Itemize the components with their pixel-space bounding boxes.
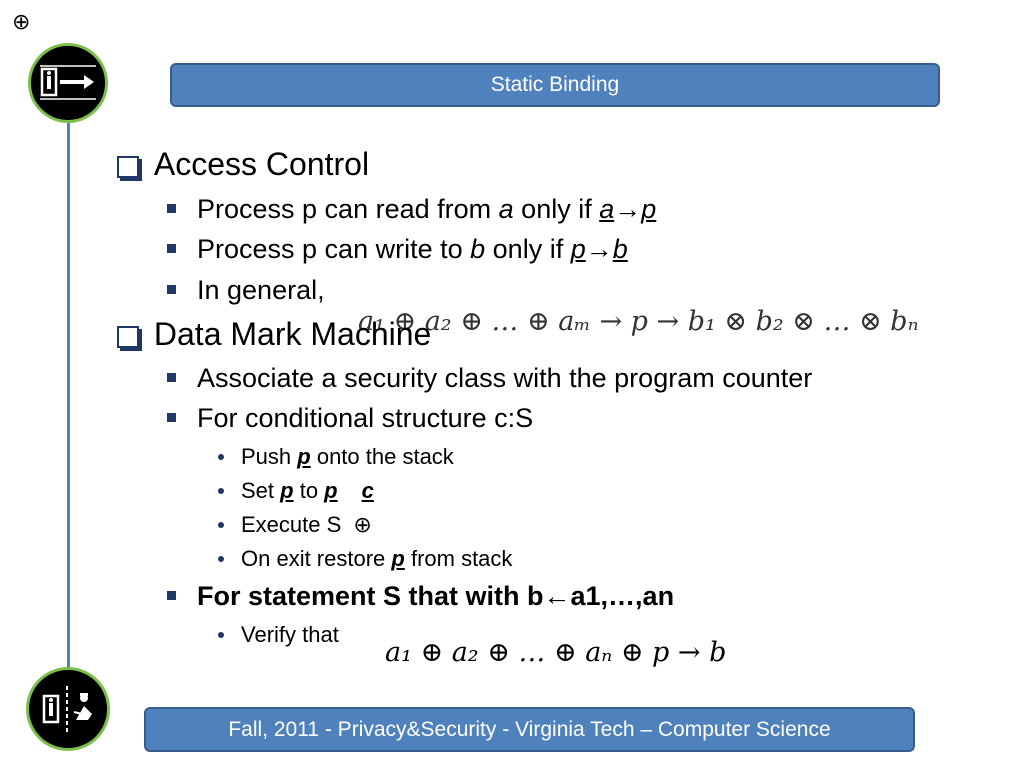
push-item <box>241 446 454 468</box>
in-general-item: In general, <box>197 275 325 305</box>
square-bullet-icon <box>167 244 176 253</box>
var-c: c <box>361 478 374 503</box>
set-item <box>241 480 374 502</box>
square-bullet-icon <box>167 285 176 294</box>
item-text: to <box>293 478 325 503</box>
slide-title: Static Binding <box>490 73 620 96</box>
item-text: only if <box>513 194 600 224</box>
flow-to: p <box>641 194 657 224</box>
arrow-icon: → <box>585 234 613 264</box>
footer-banner <box>144 707 915 752</box>
verify-item: Verify that <box>241 622 339 647</box>
execute-item <box>241 514 372 537</box>
data-mark-heading: Data Mark Machine <box>153 316 432 352</box>
checkbox-bullet-icon <box>117 326 139 348</box>
square-bullet-icon <box>167 413 176 422</box>
corner-oplus-symbol: ⊕ <box>12 10 31 35</box>
item-text: Process p can write to <box>197 234 471 264</box>
timeline-line <box>67 120 70 675</box>
square-bullet-icon <box>167 373 176 382</box>
var-p: p <box>280 478 294 503</box>
var-p: p <box>391 546 405 571</box>
flow-from: a <box>599 194 615 224</box>
var-p: p <box>297 444 311 469</box>
var-p: p <box>324 478 338 503</box>
general-formula: a₁ ⊕ a₂ ⊕ … ⊕ aₘ → p → b₁ ⊗ b₂ ⊗ … ⊗ bₙ <box>358 306 919 337</box>
item-text: Execute S <box>241 512 342 537</box>
checkbox-bullet-icon <box>117 156 139 178</box>
flow-from: p <box>570 234 586 264</box>
user-door-icon <box>26 667 110 751</box>
var-a: a <box>498 194 514 224</box>
flow-to: b <box>612 234 628 264</box>
square-bullet-icon <box>167 204 176 213</box>
square-bullet-icon <box>167 591 176 600</box>
dot-bullet-icon <box>218 522 224 528</box>
data-mark-heading-row <box>117 318 431 350</box>
var-b: b <box>470 234 486 264</box>
exit-door-icon <box>28 43 108 123</box>
item-text: Set <box>241 478 281 503</box>
footer-text: Fall, 2011 - Privacy&Security - Virginia Tech – Computer Science <box>228 717 831 741</box>
title-banner <box>170 63 940 107</box>
item-text: onto the stack <box>310 444 454 469</box>
item-text: Push <box>241 444 298 469</box>
oplus-symbol: ⊕ <box>353 513 372 538</box>
access-control-heading-row <box>117 148 369 180</box>
dot-bullet-icon <box>218 632 224 638</box>
dot-bullet-icon <box>218 488 224 494</box>
access-read-item <box>197 196 656 223</box>
access-control-heading: Access Control <box>153 146 370 182</box>
item-text: from stack <box>404 546 513 571</box>
dot-bullet-icon <box>218 556 224 562</box>
item-text: only if <box>485 234 571 264</box>
statement-item: For statement S that with b←a1,…,an <box>197 581 675 611</box>
conditional-item: For conditional structure c:S <box>197 403 534 433</box>
restore-item <box>241 548 512 570</box>
verify-formula: a₁ ⊕ a₂ ⊕ … ⊕ aₙ ⊕ p → b <box>385 637 727 668</box>
dot-bullet-icon <box>218 454 224 460</box>
item-text: On exit restore <box>241 546 392 571</box>
item-text: Process p can read from <box>197 194 499 224</box>
associate-item: Associate a security class with the program counter <box>197 363 813 393</box>
arrow-icon: → <box>614 194 642 224</box>
access-write-item <box>197 236 628 263</box>
